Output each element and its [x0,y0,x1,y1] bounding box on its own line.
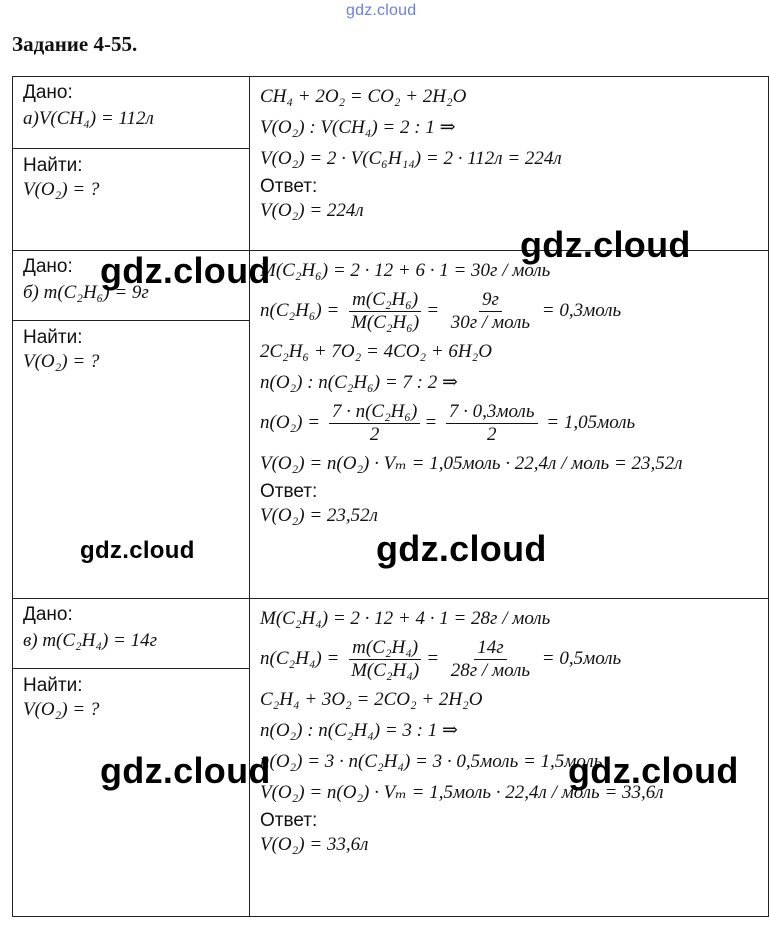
watermark: gdz.cloud [80,537,195,564]
part-c-answer: V(O₂) = 33,6л [260,834,369,855]
denominator: 2 [369,424,380,446]
part-b-equation: 2C₂H₆ + 7O₂ = 4CO₂ + 6H₂O [260,341,492,362]
numerator: m(C₂H₆) [349,289,421,312]
part-c-equation: C₂H₄ + 3O₂ = 2CO₂ + 2H₂O [260,689,483,710]
part-a-given: а)V(CH₄) = 112л [23,108,154,129]
answer-label: Ответ: [260,481,318,502]
part-c-volume: V(O₂) = n(O₂) · Vₘ = 1,5моль · 22,4л / моль = 33,6л [260,782,664,803]
part-b-moles-result: = 0,3моль [541,300,622,321]
part-b-molar: M(C₂H₆) = 2 · 12 + 6 · 1 = 30г / моль [260,260,551,281]
denominator: 2 [486,424,497,446]
part-b-volume: V(O₂) = n(O₂) · Vₘ = 1,05моль · 22,4л / моль = 23,52л [260,453,683,474]
denominator: M(C₂H₄) [351,660,420,682]
answer-label: Ответ: [260,810,318,831]
part-c-ratio: n(O₂) : n(C₂H₄) = 3 : 1 ⇒ [260,720,458,741]
part-b-moles: n(C₂H₆) = $\frac{\text{m(C₂H₆)}}{\text{M(C₂H₆)}}$ = $\frac{9г}{\text{30г / моль}}$ = 0,3моль [260,289,622,334]
find-label: Найти: [23,327,83,348]
part-b-o2-fraction-formula [329,401,421,446]
part-c-molar: M(C₂H₄) = 2 · 12 + 4 · 1 = 28г / моль [260,608,551,629]
part-b-o2-lhs: n(O₂) = [260,412,321,433]
part-a-line-3: V(O₂) = 2 · V(C₆H₁₄) = 2 · 112л = 224л [260,148,562,169]
part-b-o2-moles: n(O₂) = $\frac{\text{7 · n(C₂H₆)}}{2}$ = $\frac{\text{7 · 0,3моль}}{2}$ = 1,05моль [260,401,636,446]
given-label: Дано: [23,82,73,103]
part-a-left [13,77,250,251]
find-label: Найти: [23,155,83,176]
denominator: 28г / моль [450,660,531,682]
numerator: 7 · n(C₂H₆) [329,401,421,424]
part-b-given: б) m(C₂H₆) = 9г [23,282,149,303]
watermark: gdz.cloud [568,750,739,791]
answer-label: Ответ: [260,176,318,197]
given-label: Дано: [23,256,73,277]
part-c-moles-result: = 0,5моль [541,648,622,669]
numerator: 7 · 0,3моль [446,401,538,424]
part-a-answer: V(O₂) = 224л [260,200,364,221]
part-b-o2-fraction-values [446,401,538,446]
part-c-o2-moles: n(O₂) = 3 · n(C₂H₄) = 3 · 0,5моль = 1,5моль [260,751,603,772]
part-b-answer: V(O₂) = 23,52л [260,505,378,526]
numerator: 14г [474,637,506,660]
task-title: Задание 4-55. [12,32,138,56]
part-c-fraction-values [448,637,533,682]
part-c-moles-lhs: n(C₂H₄) = [260,648,340,669]
part-b-ratio: n(O₂) : n(C₂H₆) = 7 : 2 ⇒ [260,372,458,393]
part-a-line-1: CH₄ + 2O₂ = CO₂ + 2H₂O [260,86,467,107]
watermark: gdz.cloud [376,528,547,569]
watermark: gdz.cloud [100,750,271,791]
numerator: m(C₂H₄) [349,637,421,660]
part-a-find: V(O₂) = ? [23,179,100,200]
part-b-o2-result: = 1,05моль [546,412,636,433]
part-c-fraction-formula [348,637,422,682]
watermark: gdz.cloud [100,250,271,291]
watermark: gdz.cloud [520,224,691,265]
part-b-fraction-formula [348,289,422,334]
denominator: 30г / моль [450,312,531,334]
part-a-line-2: V(O₂) : V(CH₄) = 2 : 1 ⇒ [260,117,456,138]
part-c-moles: n(C₂H₄) = $\frac{\text{m(C₂H₄)}}{\text{M(C₂H₄)}}$ = $\frac{14г}{\text{28г / моль}}$ = 0,5моль [260,637,622,682]
given-label: Дано: [23,604,73,625]
denominator: M(C₂H₆) [351,312,420,334]
part-c-find: V(O₂) = ? [23,699,100,720]
part-b-moles-lhs: n(C₂H₆) = [260,300,340,321]
part-b-fraction-values [448,289,533,334]
find-label: Найти: [23,675,83,696]
site-link[interactable]: gdz.cloud [346,2,417,19]
numerator: 9г [479,289,502,312]
part-c-given: в) m(C₂H₄) = 14г [23,630,158,651]
part-b-find: V(O₂) = ? [23,351,100,372]
